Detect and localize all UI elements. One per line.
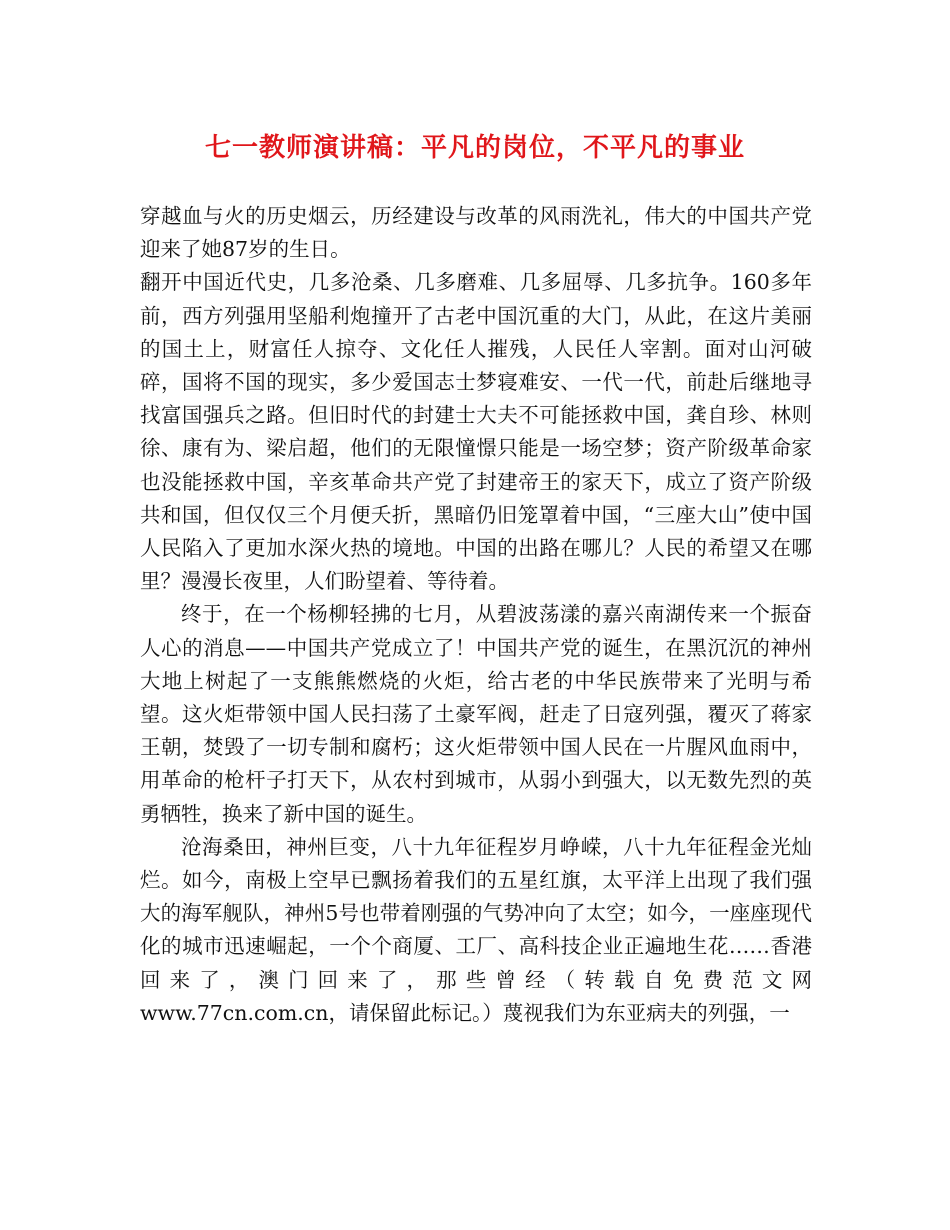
document-title: 七一教师演讲稿：平凡的岗位，不平凡的事业 (204, 133, 745, 163)
paragraph-3: 终于，在一个杨柳轻拂的七月，从碧波荡漾的嘉兴南湖传来一个振奋人心的消息——中国共产党成立了！中国共产党的诞生，在黑沉沉的神州大地上树起了一支熊熊燃烧的火炬，给古老的中华民族带来了光明与希望。这火炬带领中国人民扫荡了土豪军阀，赶走了日寇列强，覆灭了蒋家王朝，焚毁了一切专制和腐朽；这火炬带领中国人民在一片腥风血雨中，用革命的枪杆子打天下，从农村到城市，从弱小到强大，以无数先烈的英勇牺牲，换来了新中国的诞生。 (140, 602, 812, 826)
paragraph-1: 穿越血与火的历史烟云，历经建设与改革的风雨洗礼，伟大的中国共产党迎来了她87岁的生日。 (140, 204, 812, 262)
document-body (140, 200, 812, 1030)
paragraph-4: 沧海桑田，神州巨变，八十九年征程岁月峥嵘，八十九年征程金光灿烂。如今，南极上空早已飘扬着我们的五星红旗，太平洋上出现了我们强大的海军舰队，神州5号也带着刚强的气势冲向了太空；如今，一座座现代化的城市迅速崛起，一个个商厦、工厂、高科技企业正遍地生花……香港回来了，澳门回来了，那些曾经（转载自免费范文网www.77cn.com.cn，请保留此标记。）蔑视我们为东亚病夫的列强，一 (140, 834, 812, 1025)
paragraph-2: 翻开中国近代史，几多沧桑、几多磨难、几多屈辱、几多抗争。160多年前，西方列强用坚船利炮撞开了古老中国沉重的大门，从此，在这片美丽的国土上，财富任人掠夺、文化任人摧残，人民任人宰割。面对山河破碎，国将不国的现实，多少爱国志士梦寝难安、一代一代，前赴后继地寻找富国强兵之路。但旧时代的封建士大夫不可能拯救中国，龚自珍、林则徐、康有为、梁启超，他们的无限憧憬只能是一场空梦；资产阶级革命家也没能拯救中国，辛亥革命共产党了封建帝王的家天下，成立了资产阶级共和国，但仅仅三个月便夭折，黑暗仍旧笼罩着中国，“三座大山”使中国人民陷入了更加水深火热的境地。中国的出路在哪儿？人民的希望又在哪里？漫漫长夜里，人们盼望着、等待着。 (140, 270, 812, 594)
